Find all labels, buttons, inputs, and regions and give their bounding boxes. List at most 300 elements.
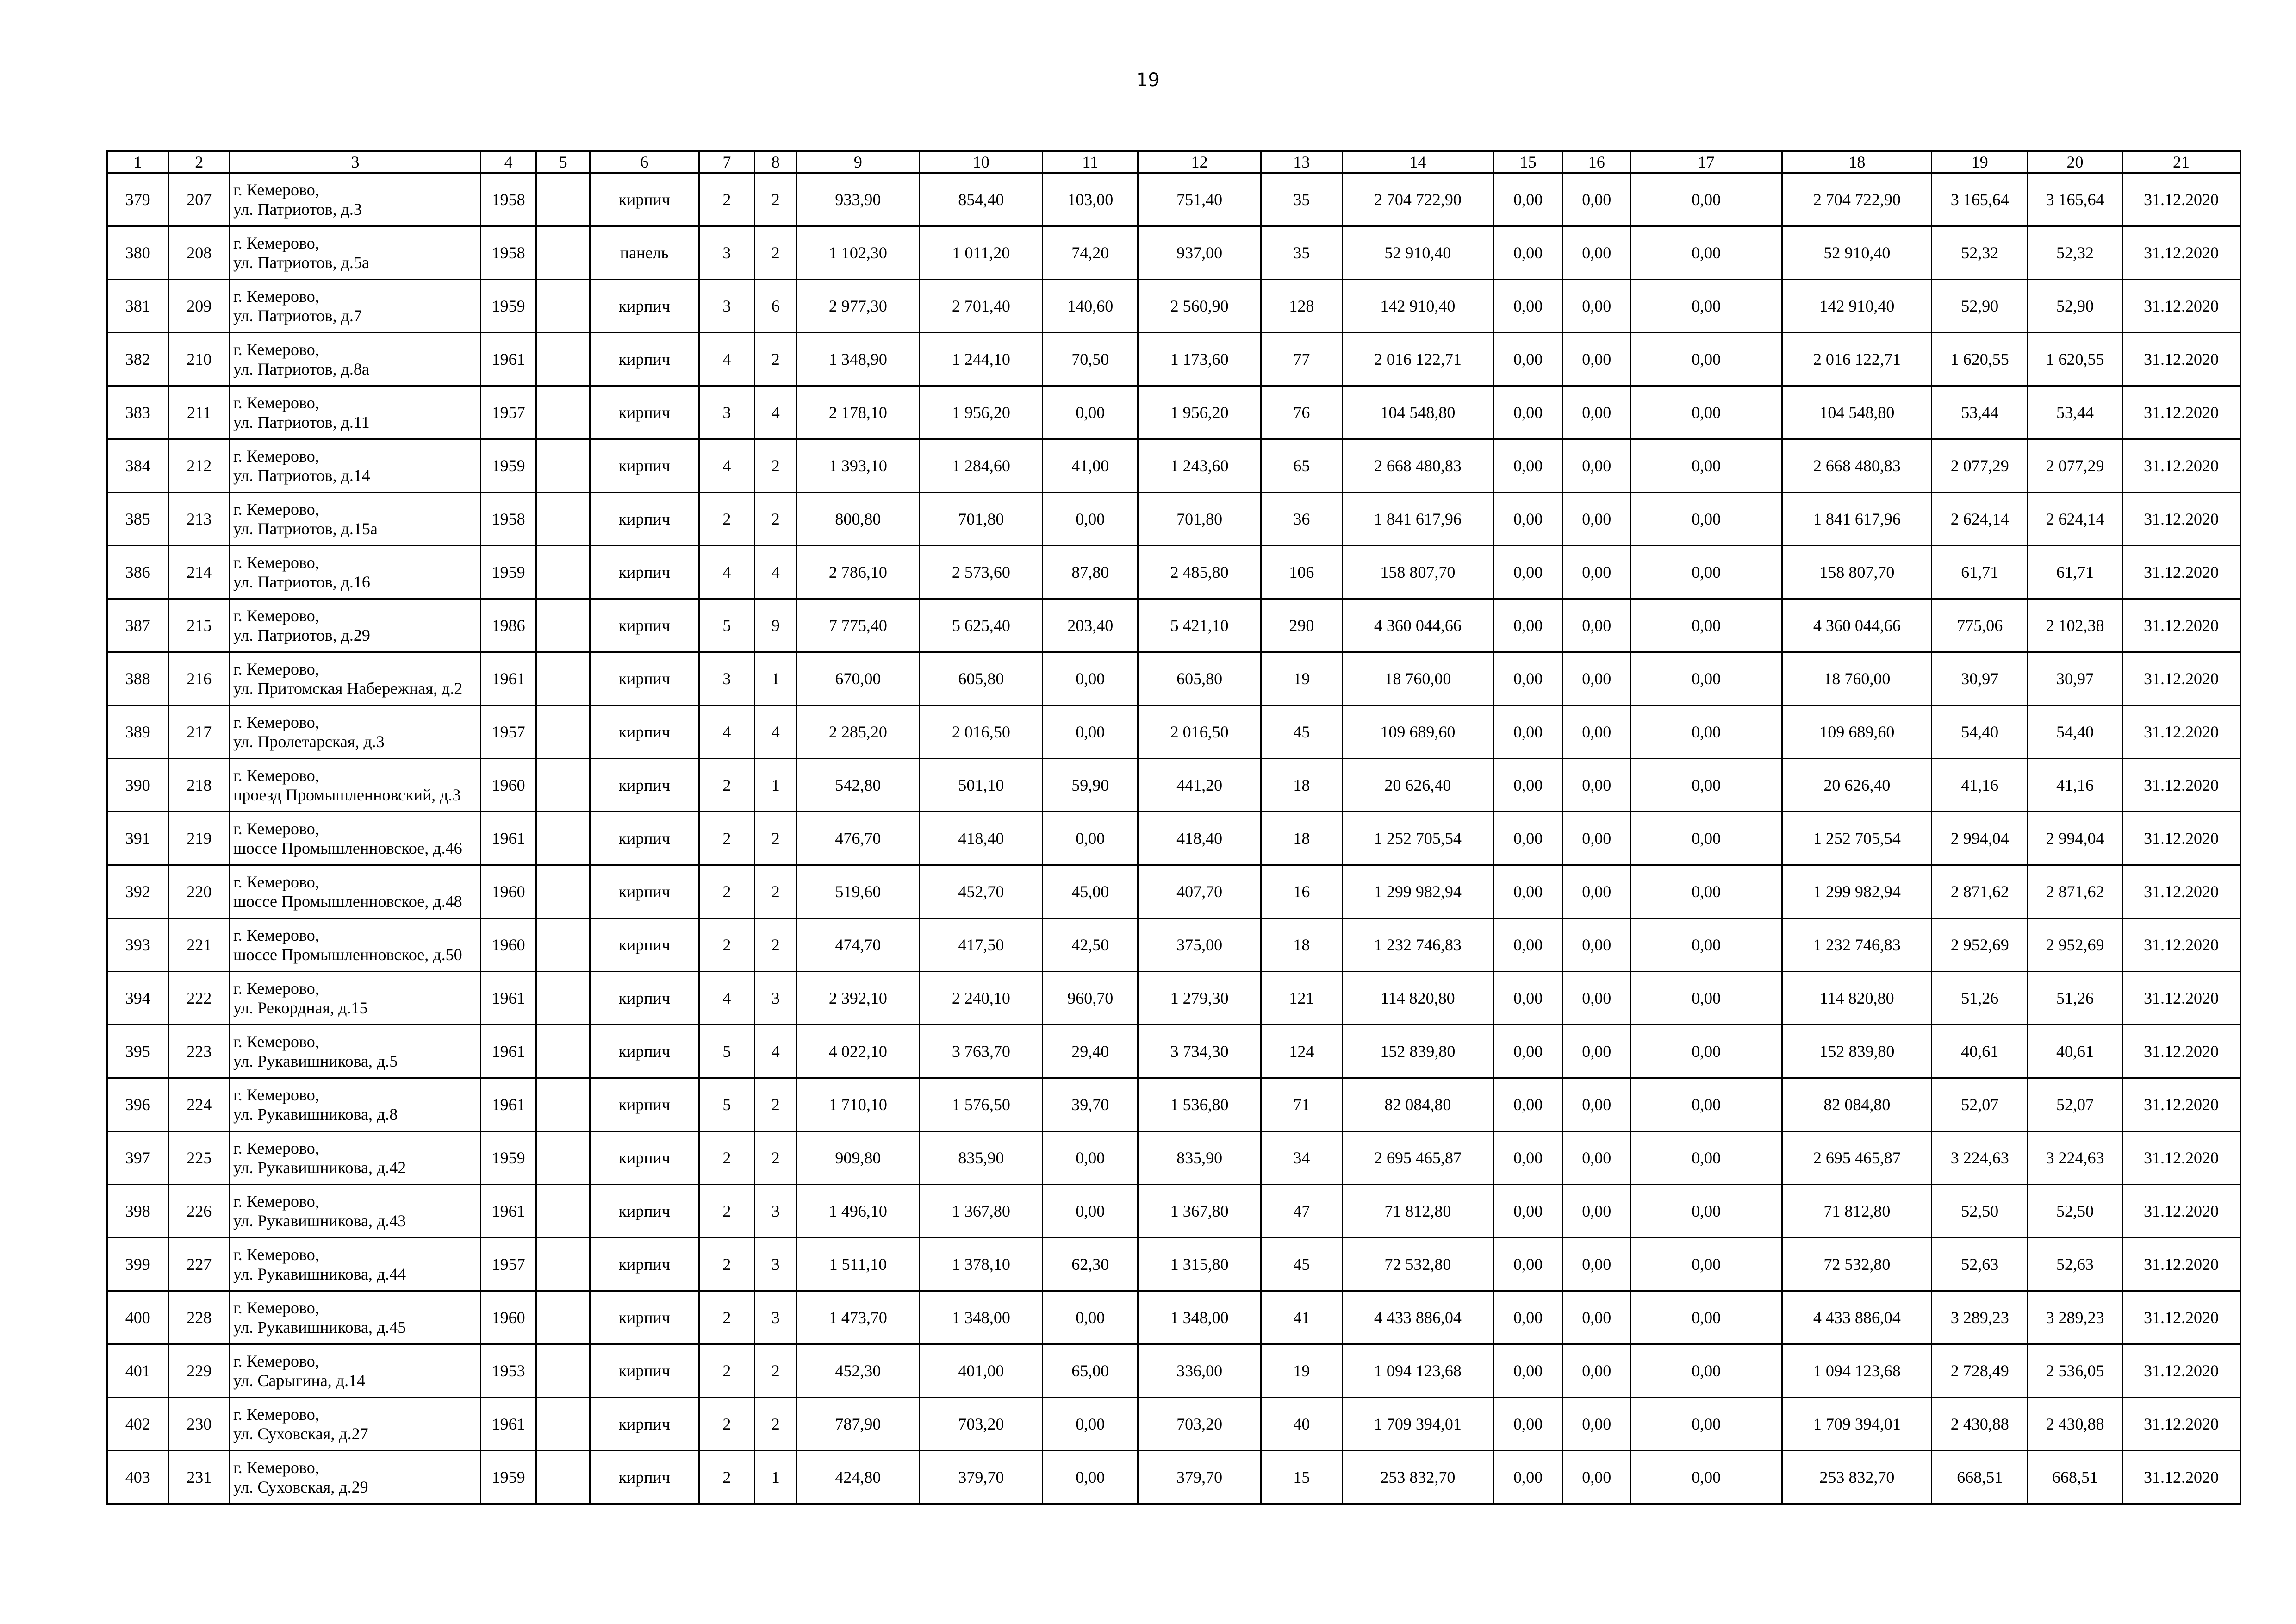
cell-col-6: кирпич [590,1238,699,1291]
cell-col-8: 4 [755,706,796,759]
address-street: ул. Рукавишникова, д.45 [233,1318,406,1337]
cell-col-15: 0,00 [1493,972,1563,1025]
address-cell [230,599,480,652]
cell-col-21: 31.12.2020 [2122,1291,2240,1344]
cell-col-20: 52,50 [2028,1185,2122,1238]
table-body [107,173,2240,1504]
cell-col-10: 401,00 [920,1344,1043,1398]
cell-col-1: 399 [107,1238,168,1291]
cell-col-21: 31.12.2020 [2122,226,2240,280]
cell-col-11: 0,00 [1043,1291,1138,1344]
cell-col-11: 29,40 [1043,1025,1138,1078]
cell-col-11: 65,00 [1043,1344,1138,1398]
cell-col-15: 0,00 [1493,280,1563,333]
cell-col-9: 909,80 [796,1131,920,1185]
cell-col-7: 2 [699,1238,754,1291]
cell-col-6: кирпич [590,1131,699,1185]
cell-col-10: 1 956,20 [920,386,1043,439]
cell-col-14: 2 668 480,83 [1342,439,1493,493]
cell-col-9: 1 102,30 [796,226,920,280]
cell-col-20: 52,63 [2028,1238,2122,1291]
cell-col-4: 1957 [480,386,536,439]
address-city: г. Кемерово, [233,287,319,306]
cell-col-1: 400 [107,1291,168,1344]
cell-col-5 [536,1398,590,1451]
cell-col-12: 375,00 [1138,918,1261,972]
cell-col-9: 476,70 [796,812,920,865]
cell-col-21: 31.12.2020 [2122,1131,2240,1185]
cell-col-9: 1 511,10 [796,1238,920,1291]
cell-col-11: 140,60 [1043,280,1138,333]
cell-col-1: 385 [107,493,168,546]
address-street: ул. Рукавишникова, д.42 [233,1158,406,1177]
cell-col-14: 1 299 982,94 [1342,865,1493,918]
cell-col-13: 45 [1261,1238,1343,1291]
cell-col-9: 800,80 [796,493,920,546]
cell-col-8: 3 [755,1238,796,1291]
cell-col-17: 0,00 [1630,439,1782,493]
address-city: г. Кемерово, [233,660,319,678]
cell-col-7: 2 [699,1131,754,1185]
cell-col-14: 1 841 617,96 [1342,493,1493,546]
cell-col-10: 2 573,60 [920,546,1043,599]
cell-col-18: 72 532,80 [1782,1238,1932,1291]
cell-col-9: 1 473,70 [796,1291,920,1344]
cell-col-1: 389 [107,706,168,759]
cell-col-2: 209 [168,280,230,333]
cell-col-15: 0,00 [1493,333,1563,386]
cell-col-7: 5 [699,1025,754,1078]
address-cell [230,173,480,226]
cell-col-13: 35 [1261,226,1343,280]
table-row [107,439,2240,493]
cell-col-9: 2 392,10 [796,972,920,1025]
table-row [107,706,2240,759]
cell-col-20: 3 165,64 [2028,173,2122,226]
column-header-12: 12 [1138,151,1261,173]
cell-col-7: 2 [699,1344,754,1398]
cell-col-10: 5 625,40 [920,599,1043,652]
cell-col-13: 124 [1261,1025,1343,1078]
cell-col-11: 0,00 [1043,706,1138,759]
cell-col-17: 0,00 [1630,280,1782,333]
cell-col-18: 1 841 617,96 [1782,493,1932,546]
cell-col-12: 5 421,10 [1138,599,1261,652]
cell-col-10: 703,20 [920,1398,1043,1451]
cell-col-6: кирпич [590,1344,699,1398]
cell-col-10: 1 348,00 [920,1291,1043,1344]
cell-col-16: 0,00 [1563,493,1630,546]
cell-col-8: 2 [755,1344,796,1398]
cell-col-19: 2 430,88 [1932,1398,2028,1451]
cell-col-4: 1961 [480,333,536,386]
cell-col-6: кирпич [590,1185,699,1238]
cell-col-18: 104 548,80 [1782,386,1932,439]
cell-col-1: 394 [107,972,168,1025]
cell-col-15: 0,00 [1493,1025,1563,1078]
cell-col-19: 52,32 [1932,226,2028,280]
cell-col-10: 2 240,10 [920,972,1043,1025]
column-header-10: 10 [920,151,1043,173]
address-cell [230,226,480,280]
address-street: ул. Суховская, д.29 [233,1478,368,1496]
cell-col-17: 0,00 [1630,1344,1782,1398]
cell-col-17: 0,00 [1630,1451,1782,1504]
cell-col-14: 2 704 722,90 [1342,173,1493,226]
table-row [107,173,2240,226]
cell-col-19: 3 224,63 [1932,1131,2028,1185]
cell-col-7: 4 [699,972,754,1025]
address-cell [230,280,480,333]
cell-col-14: 253 832,70 [1342,1451,1493,1504]
cell-col-5 [536,173,590,226]
cell-col-15: 0,00 [1493,652,1563,706]
cell-col-17: 0,00 [1630,1291,1782,1344]
cell-col-6: кирпич [590,812,699,865]
address-city: г. Кемерово, [233,1245,319,1264]
address-city: г. Кемерово, [233,447,319,465]
cell-col-9: 1 348,90 [796,333,920,386]
cell-col-12: 937,00 [1138,226,1261,280]
cell-col-20: 2 952,69 [2028,918,2122,972]
cell-col-11: 62,30 [1043,1238,1138,1291]
cell-col-1: 391 [107,812,168,865]
cell-col-15: 0,00 [1493,865,1563,918]
cell-col-7: 2 [699,759,754,812]
cell-col-11: 59,90 [1043,759,1138,812]
cell-col-2: 217 [168,706,230,759]
cell-col-21: 31.12.2020 [2122,546,2240,599]
cell-col-6: кирпич [590,1451,699,1504]
address-street: ул. Рукавишникова, д.8 [233,1105,398,1124]
cell-col-2: 211 [168,386,230,439]
cell-col-20: 2 624,14 [2028,493,2122,546]
cell-col-17: 0,00 [1630,865,1782,918]
cell-col-19: 2 077,29 [1932,439,2028,493]
cell-col-7: 2 [699,1398,754,1451]
column-header-9: 9 [796,151,920,173]
cell-col-6: кирпич [590,280,699,333]
cell-col-8: 2 [755,173,796,226]
cell-col-2: 214 [168,546,230,599]
cell-col-1: 379 [107,173,168,226]
cell-col-7: 4 [699,439,754,493]
cell-col-13: 106 [1261,546,1343,599]
cell-col-10: 379,70 [920,1451,1043,1504]
cell-col-6: кирпич [590,865,699,918]
cell-col-11: 41,00 [1043,439,1138,493]
address-cell [230,865,480,918]
cell-col-9: 933,90 [796,173,920,226]
cell-col-19: 2 624,14 [1932,493,2028,546]
address-cell [230,493,480,546]
cell-col-5 [536,599,590,652]
cell-col-2: 219 [168,812,230,865]
cell-col-14: 114 820,80 [1342,972,1493,1025]
table-row [107,546,2240,599]
cell-col-6: панель [590,226,699,280]
cell-col-13: 19 [1261,1344,1343,1398]
cell-col-20: 61,71 [2028,546,2122,599]
column-number-header [107,151,2240,173]
address-city: г. Кемерово, [233,1192,319,1211]
cell-col-14: 2 016 122,71 [1342,333,1493,386]
cell-col-5 [536,1185,590,1238]
cell-col-14: 72 532,80 [1342,1238,1493,1291]
cell-col-5 [536,493,590,546]
cell-col-14: 4 433 886,04 [1342,1291,1493,1344]
cell-col-19: 41,16 [1932,759,2028,812]
cell-col-6: кирпич [590,173,699,226]
cell-col-7: 2 [699,1185,754,1238]
cell-col-20: 668,51 [2028,1451,2122,1504]
address-street: ул. Суховская, д.27 [233,1424,368,1443]
cell-col-18: 71 812,80 [1782,1185,1932,1238]
cell-col-7: 2 [699,493,754,546]
cell-col-9: 519,60 [796,865,920,918]
cell-col-10: 2 701,40 [920,280,1043,333]
cell-col-4: 1959 [480,546,536,599]
cell-col-19: 53,44 [1932,386,2028,439]
cell-col-8: 1 [755,1451,796,1504]
cell-col-16: 0,00 [1563,1291,1630,1344]
cell-col-10: 2 016,50 [920,706,1043,759]
cell-col-8: 9 [755,599,796,652]
cell-col-20: 3 224,63 [2028,1131,2122,1185]
cell-col-12: 1 348,00 [1138,1291,1261,1344]
cell-col-18: 1 299 982,94 [1782,865,1932,918]
cell-col-10: 452,70 [920,865,1043,918]
table-row [107,865,2240,918]
cell-col-17: 0,00 [1630,173,1782,226]
cell-col-12: 1 536,80 [1138,1078,1261,1131]
cell-col-13: 71 [1261,1078,1343,1131]
cell-col-10: 1 576,50 [920,1078,1043,1131]
table-row [107,226,2240,280]
table-row [107,1185,2240,1238]
cell-col-11: 0,00 [1043,386,1138,439]
cell-col-1: 388 [107,652,168,706]
cell-col-21: 31.12.2020 [2122,173,2240,226]
cell-col-17: 0,00 [1630,812,1782,865]
cell-col-2: 208 [168,226,230,280]
cell-col-8: 2 [755,1131,796,1185]
cell-col-4: 1961 [480,1185,536,1238]
cell-col-1: 403 [107,1451,168,1504]
cell-col-5 [536,226,590,280]
cell-col-10: 1 284,60 [920,439,1043,493]
cell-col-13: 18 [1261,812,1343,865]
cell-col-12: 336,00 [1138,1344,1261,1398]
cell-col-13: 36 [1261,493,1343,546]
cell-col-9: 7 775,40 [796,599,920,652]
cell-col-9: 1 496,10 [796,1185,920,1238]
cell-col-7: 3 [699,386,754,439]
address-street: ул. Рукавишникова, д.43 [233,1212,406,1230]
column-header-3: 3 [230,151,480,173]
table-row [107,972,2240,1025]
cell-col-9: 542,80 [796,759,920,812]
cell-col-2: 231 [168,1451,230,1504]
cell-col-15: 0,00 [1493,918,1563,972]
cell-col-17: 0,00 [1630,706,1782,759]
address-city: г. Кемерово, [233,181,319,199]
cell-col-11: 70,50 [1043,333,1138,386]
cell-col-21: 31.12.2020 [2122,1078,2240,1131]
cell-col-16: 0,00 [1563,706,1630,759]
cell-col-18: 82 084,80 [1782,1078,1932,1131]
cell-col-9: 424,80 [796,1451,920,1504]
cell-col-21: 31.12.2020 [2122,386,2240,439]
cell-col-16: 0,00 [1563,759,1630,812]
address-city: г. Кемерово, [233,394,319,412]
cell-col-5 [536,1451,590,1504]
cell-col-4: 1958 [480,493,536,546]
cell-col-8: 2 [755,1078,796,1131]
cell-col-19: 54,40 [1932,706,2028,759]
cell-col-20: 52,90 [2028,280,2122,333]
cell-col-14: 1 252 705,54 [1342,812,1493,865]
cell-col-15: 0,00 [1493,439,1563,493]
cell-col-2: 221 [168,918,230,972]
cell-col-16: 0,00 [1563,386,1630,439]
cell-col-15: 0,00 [1493,1185,1563,1238]
cell-col-13: 128 [1261,280,1343,333]
cell-col-12: 1 315,80 [1138,1238,1261,1291]
cell-col-1: 396 [107,1078,168,1131]
cell-col-16: 0,00 [1563,280,1630,333]
cell-col-8: 4 [755,386,796,439]
cell-col-14: 2 695 465,87 [1342,1131,1493,1185]
cell-col-7: 4 [699,706,754,759]
address-street: ул. Патриотов, д.11 [233,413,370,431]
cell-col-2: 216 [168,652,230,706]
address-city: г. Кемерово, [233,1032,319,1051]
cell-col-21: 31.12.2020 [2122,333,2240,386]
address-cell [230,918,480,972]
address-street: шоссе Промышленновское, д.46 [233,839,462,857]
column-header-15: 15 [1493,151,1563,173]
address-cell [230,1344,480,1398]
cell-col-10: 1 244,10 [920,333,1043,386]
cell-col-13: 77 [1261,333,1343,386]
address-cell [230,546,480,599]
cell-col-5 [536,812,590,865]
table-row [107,280,2240,333]
cell-col-9: 4 022,10 [796,1025,920,1078]
column-header-21: 21 [2122,151,2240,173]
cell-col-13: 45 [1261,706,1343,759]
cell-col-12: 2 560,90 [1138,280,1261,333]
address-street: ул. Притомская Набережная, д.2 [233,679,463,698]
cell-col-20: 40,61 [2028,1025,2122,1078]
address-city: г. Кемерово, [233,606,319,625]
cell-col-16: 0,00 [1563,439,1630,493]
cell-col-21: 31.12.2020 [2122,280,2240,333]
cell-col-5 [536,1078,590,1131]
cell-col-7: 2 [699,812,754,865]
cell-col-14: 104 548,80 [1342,386,1493,439]
cell-col-5 [536,386,590,439]
cell-col-9: 1 393,10 [796,439,920,493]
cell-col-4: 1959 [480,1451,536,1504]
column-header-19: 19 [1932,151,2028,173]
cell-col-18: 1 094 123,68 [1782,1344,1932,1398]
address-city: г. Кемерово, [233,1139,319,1157]
cell-col-19: 3 289,23 [1932,1291,2028,1344]
cell-col-15: 0,00 [1493,226,1563,280]
cell-col-20: 54,40 [2028,706,2122,759]
address-city: г. Кемерово, [233,926,319,944]
cell-col-14: 158 807,70 [1342,546,1493,599]
address-city: г. Кемерово, [233,1352,319,1370]
cell-col-20: 2 536,05 [2028,1344,2122,1398]
address-cell [230,652,480,706]
cell-col-4: 1953 [480,1344,536,1398]
cell-col-17: 0,00 [1630,652,1782,706]
cell-col-20: 41,16 [2028,759,2122,812]
cell-col-2: 223 [168,1025,230,1078]
cell-col-6: кирпич [590,599,699,652]
address-city: г. Кемерово, [233,340,319,359]
cell-col-2: 215 [168,599,230,652]
cell-col-18: 158 807,70 [1782,546,1932,599]
address-cell [230,759,480,812]
address-street: ул. Патриотов, д.15а [233,519,378,538]
cell-col-16: 0,00 [1563,599,1630,652]
cell-col-12: 701,80 [1138,493,1261,546]
cell-col-14: 18 760,00 [1342,652,1493,706]
cell-col-18: 1 252 705,54 [1782,812,1932,865]
cell-col-10: 1 011,20 [920,226,1043,280]
cell-col-18: 114 820,80 [1782,972,1932,1025]
address-cell [230,1025,480,1078]
cell-col-4: 1959 [480,280,536,333]
cell-col-15: 0,00 [1493,1451,1563,1504]
cell-col-17: 0,00 [1630,1131,1782,1185]
cell-col-1: 402 [107,1398,168,1451]
cell-col-17: 0,00 [1630,1238,1782,1291]
cell-col-1: 393 [107,918,168,972]
cell-col-14: 1 232 746,83 [1342,918,1493,972]
cell-col-9: 670,00 [796,652,920,706]
address-street: ул. Патриотов, д.3 [233,200,362,219]
cell-col-12: 379,70 [1138,1451,1261,1504]
cell-col-8: 2 [755,918,796,972]
cell-col-13: 34 [1261,1131,1343,1185]
cell-col-6: кирпич [590,1291,699,1344]
cell-col-5 [536,759,590,812]
cell-col-1: 392 [107,865,168,918]
cell-col-1: 382 [107,333,168,386]
address-street: шоссе Промышленновское, д.48 [233,892,462,911]
cell-col-16: 0,00 [1563,652,1630,706]
cell-col-10: 1 378,10 [920,1238,1043,1291]
cell-col-1: 383 [107,386,168,439]
column-header-14: 14 [1342,151,1493,173]
cell-col-2: 210 [168,333,230,386]
cell-col-18: 142 910,40 [1782,280,1932,333]
cell-col-1: 401 [107,1344,168,1398]
cell-col-6: кирпич [590,652,699,706]
cell-col-8: 2 [755,226,796,280]
cell-col-4: 1958 [480,226,536,280]
cell-col-20: 2 430,88 [2028,1398,2122,1451]
cell-col-12: 407,70 [1138,865,1261,918]
column-header-20: 20 [2028,151,2122,173]
cell-col-7: 4 [699,333,754,386]
cell-col-12: 1 279,30 [1138,972,1261,1025]
